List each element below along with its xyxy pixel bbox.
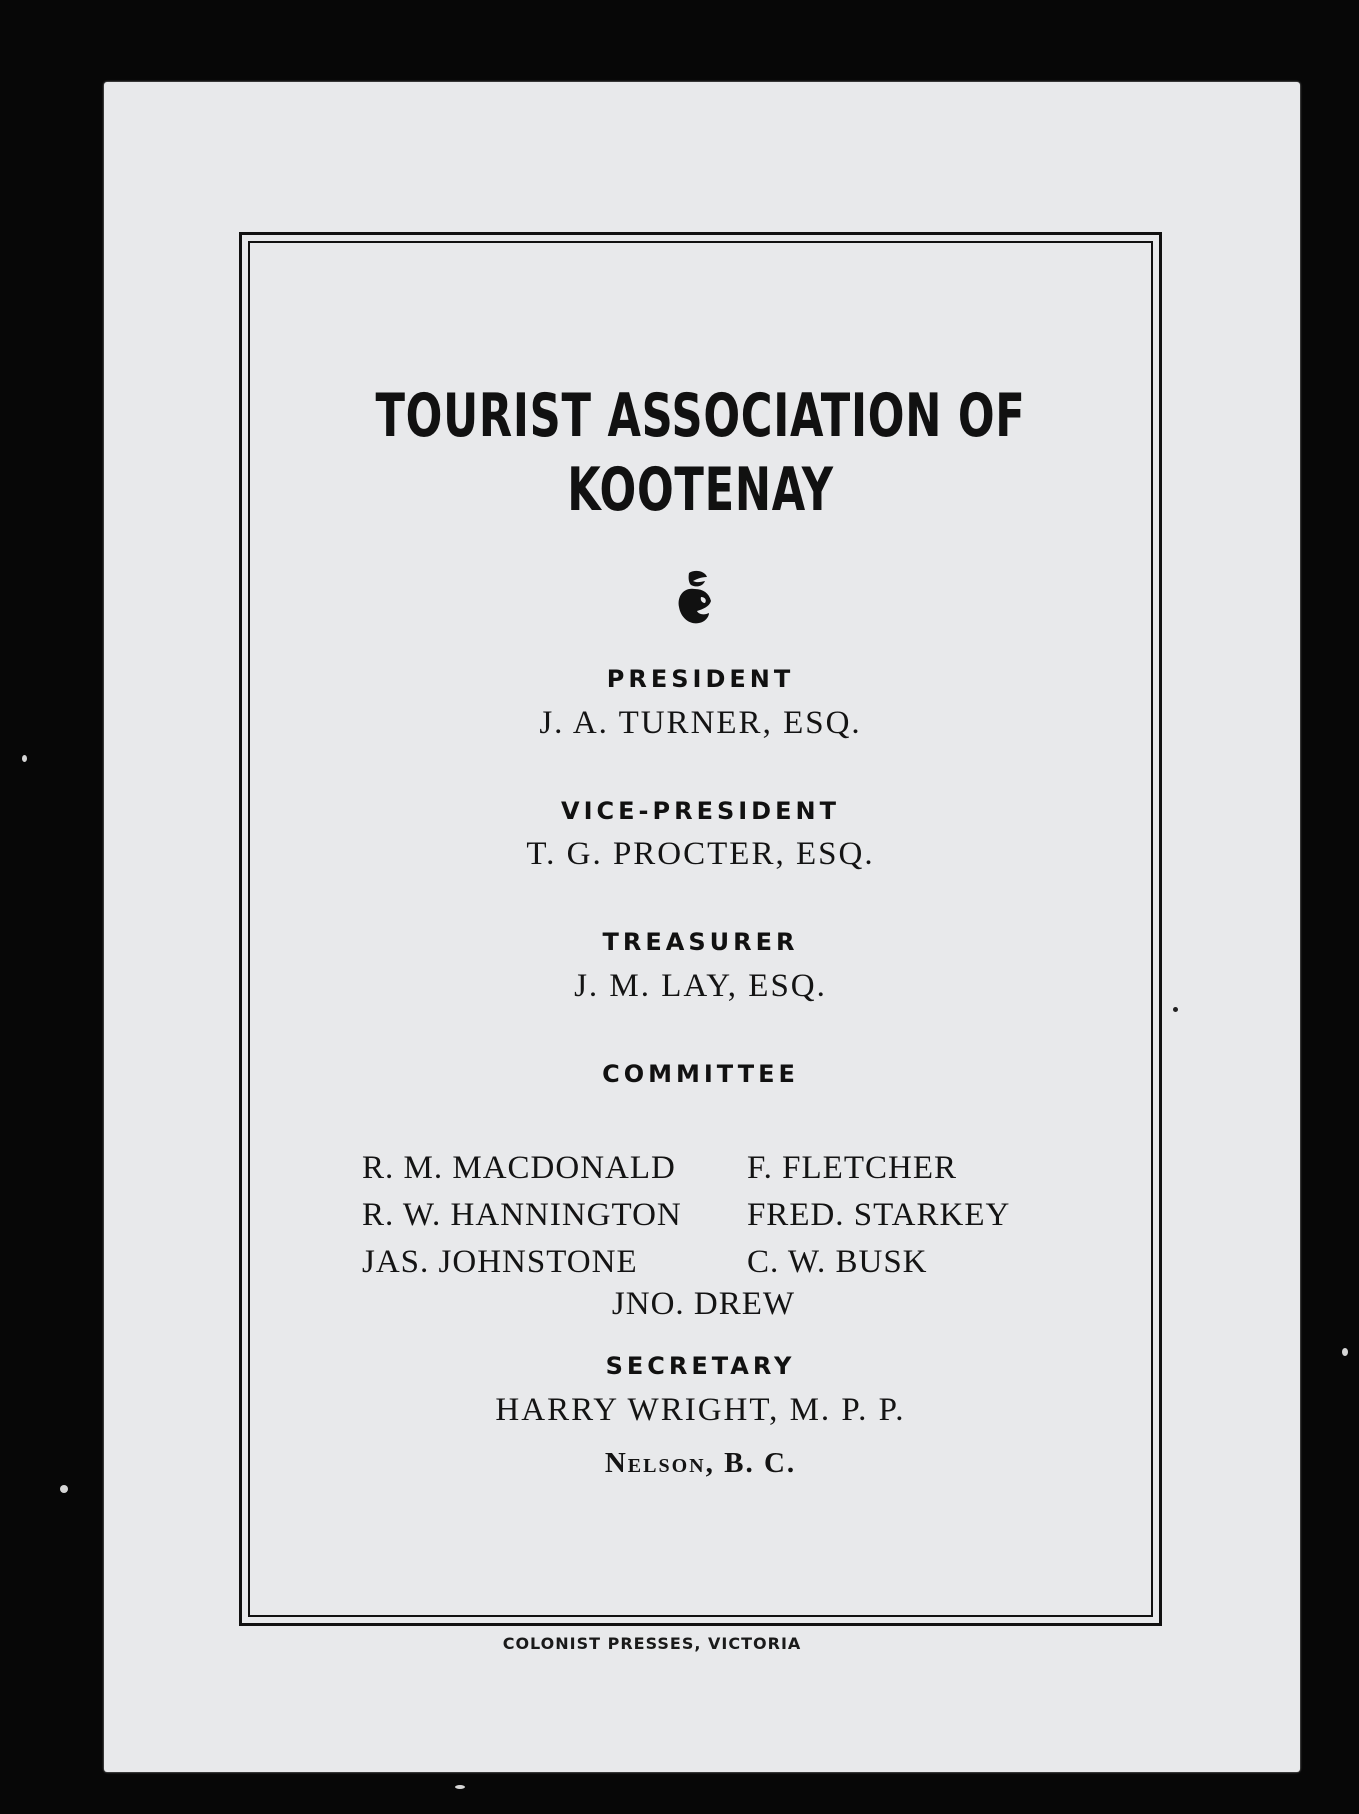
scan-speck	[60, 1485, 68, 1493]
committee-member: C. W. BUSK	[746, 1244, 928, 1280]
apple-fleuron-icon	[675, 569, 715, 629]
committee-member: JAS. JOHNSTONE	[362, 1244, 638, 1280]
committee-label: COMMITTEE	[602, 1060, 799, 1088]
association-title	[370, 379, 1030, 527]
committee-row	[362, 1239, 1062, 1286]
double-rule-border	[239, 232, 1162, 1626]
committee-member: F. FLETCHER	[746, 1150, 958, 1186]
vice-president-label: VICE-PRESIDENT	[561, 797, 840, 825]
committee-member: FRED. STARKEY	[746, 1197, 1011, 1233]
secretary-name: HARRY WRIGHT, M. P. P.	[495, 1392, 906, 1428]
title-line-2: KOOTENAY	[567, 455, 834, 525]
committee-member: R. M. MACDONALD	[362, 1150, 676, 1186]
secretary-label: SECRETARY	[605, 1352, 796, 1380]
secretary-location: Nelson, B. C.	[604, 1447, 797, 1479]
ink-speck	[1173, 1007, 1178, 1012]
treasurer-name: J. M. LAY, ESQ.	[574, 968, 827, 1004]
title-line-1: TOURIST ASSOCIATION OF	[375, 381, 1026, 451]
committee-member-centered: JNO. DREW	[611, 1286, 796, 1322]
page-content	[242, 235, 1159, 1623]
committee-row	[362, 1192, 1062, 1239]
scan-speck	[455, 1785, 465, 1789]
scan-speck	[1342, 1348, 1348, 1356]
committee-members	[362, 1145, 1062, 1286]
president-label: PRESIDENT	[606, 665, 795, 693]
program-page	[104, 82, 1300, 1772]
vice-president-name: T. G. PROCTER, ESQ.	[526, 836, 875, 872]
committee-row	[362, 1145, 1062, 1192]
treasurer-label: TREASURER	[602, 928, 799, 956]
president-name: J. A. TURNER, ESQ.	[539, 705, 862, 741]
printer-imprint: COLONIST PRESSES, VICTORIA	[502, 1634, 802, 1653]
scan-speck	[22, 755, 27, 762]
committee-member: R. W. HANNINGTON	[362, 1197, 682, 1233]
